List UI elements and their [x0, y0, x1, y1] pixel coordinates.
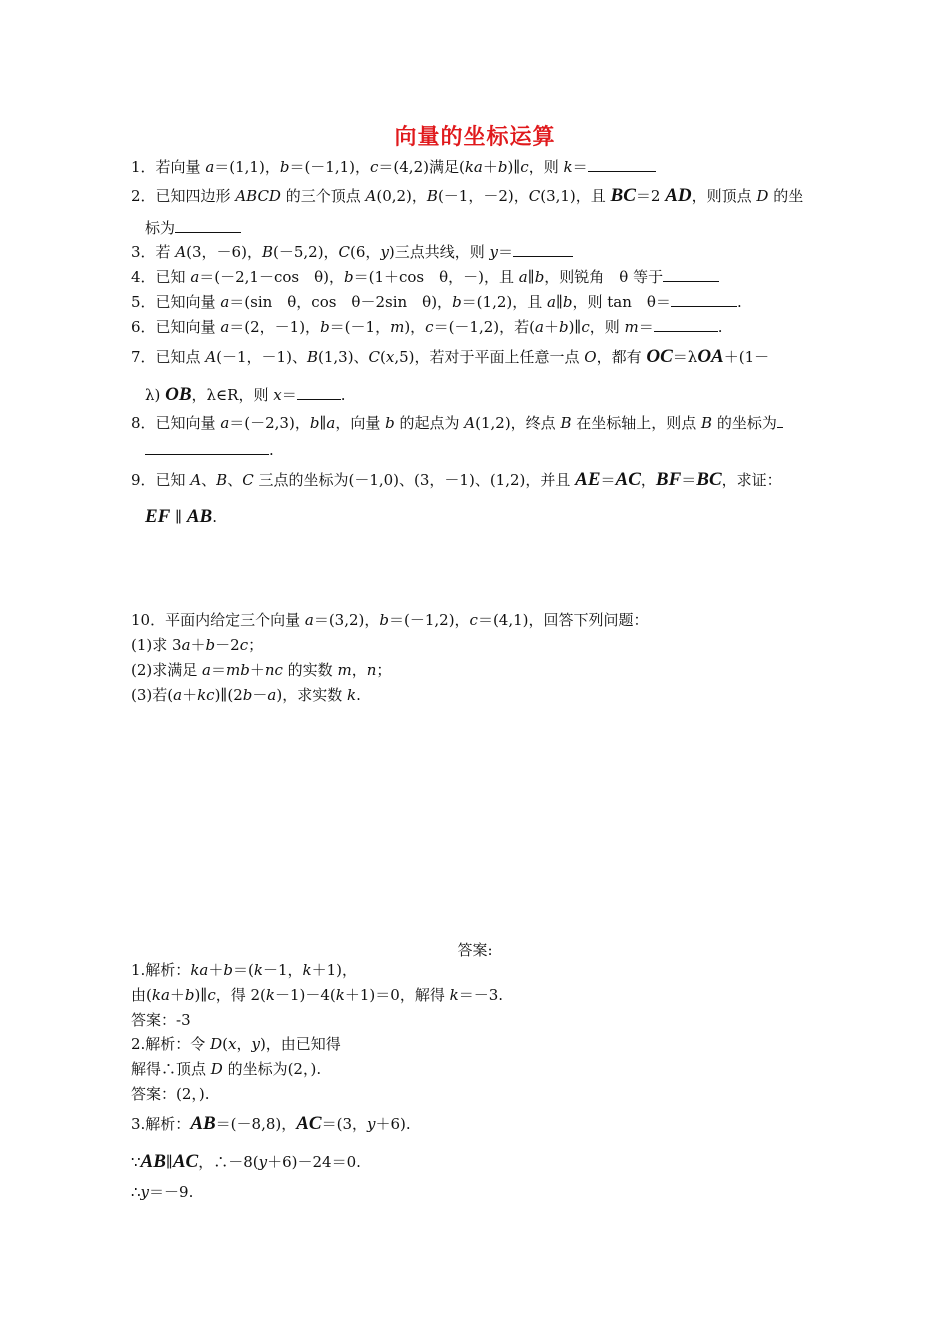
question-10-part-2	[131, 660, 391, 680]
vector: OB	[165, 384, 192, 405]
text: (2)求满足	[131, 661, 203, 679]
var: A	[365, 187, 377, 205]
var: C	[368, 348, 381, 366]
answer-blank	[145, 440, 269, 455]
vector: AC	[172, 1151, 199, 1172]
text: 标为	[145, 219, 176, 237]
text: ＋(1－	[723, 348, 770, 366]
text: 2．已知四边形	[131, 187, 236, 205]
text: ＝	[600, 471, 616, 489]
vector: AC	[615, 469, 641, 490]
answer-blank	[513, 242, 573, 257]
text: 的实数	[282, 661, 338, 679]
var: ka	[190, 961, 209, 979]
text: 9．已知	[131, 471, 191, 489]
var: k	[449, 986, 459, 1004]
var: b	[205, 636, 216, 654]
text: ∥	[527, 268, 535, 286]
question-5	[131, 292, 742, 312]
var: b	[562, 293, 573, 311]
text: 2.解析：令	[131, 1035, 211, 1053]
var: b	[279, 158, 290, 176]
var: B	[261, 243, 273, 261]
var: b	[309, 414, 320, 432]
text: ，	[351, 661, 367, 679]
text: ＝λ	[672, 348, 698, 366]
text: (	[380, 348, 386, 366]
var: B	[560, 414, 572, 432]
question-8	[131, 413, 783, 433]
text: (－1，－2)，	[437, 187, 529, 205]
text: )，	[404, 318, 426, 336]
vector: OA	[697, 346, 724, 367]
text: .	[212, 508, 217, 526]
text: 3．若	[131, 243, 176, 261]
question-3	[131, 242, 573, 262]
answer-1-line-3: 答案：-3	[131, 1011, 191, 1029]
var: O	[584, 348, 597, 366]
var: B	[701, 414, 713, 432]
var: a	[181, 636, 191, 654]
var: y	[367, 1115, 376, 1133]
var: a	[518, 268, 528, 286]
vector: AD	[665, 185, 692, 206]
text: ＋	[482, 158, 498, 176]
text: ，求证：	[721, 471, 782, 489]
text: －1，	[262, 961, 303, 979]
text: 三点的坐标为(－1,0)、(3，－1)、(1,2)，并且	[253, 471, 576, 489]
text: ＋6).	[375, 1115, 411, 1133]
vector: AB	[186, 506, 213, 527]
text: ＝(3，	[321, 1115, 367, 1133]
answer-2-line-2	[131, 1059, 321, 1079]
text: (1)求 3	[131, 636, 182, 654]
text: ，	[236, 1035, 252, 1053]
var: m	[337, 661, 352, 679]
text: ＋	[169, 986, 185, 1004]
text: 由(	[131, 986, 152, 1004]
var: b	[320, 318, 330, 336]
question-8-cont	[145, 440, 274, 460]
var: ka	[464, 158, 483, 176]
var: a	[547, 293, 556, 311]
var: ABCD	[235, 187, 281, 205]
text: .	[356, 686, 361, 704]
text: ＋6)－24＝0.	[267, 1153, 361, 1171]
var: a	[267, 686, 277, 704]
text: ，则	[528, 158, 564, 176]
question-7	[131, 347, 769, 367]
var: x	[273, 386, 282, 404]
var: c	[207, 986, 216, 1004]
text: )∥(2	[214, 686, 243, 704]
text: (3，－6)，	[186, 243, 262, 261]
var: k	[265, 986, 275, 1004]
text: .	[340, 386, 346, 404]
vector: BF	[655, 469, 682, 490]
text: ＋	[208, 961, 224, 979]
text: －2	[215, 636, 240, 654]
var: k	[253, 961, 263, 979]
var: y	[258, 1153, 268, 1171]
text: ＝	[638, 318, 654, 336]
var: y	[140, 1183, 150, 1201]
var: m	[390, 318, 405, 336]
var: a	[326, 414, 336, 432]
text: ＋	[190, 636, 206, 654]
var: C	[528, 187, 541, 205]
var: c	[520, 158, 529, 176]
question-2-cont	[145, 218, 241, 238]
text: ＝(2，－1)，	[229, 318, 321, 336]
text: (－5,2)，	[272, 243, 339, 261]
text: ＝(－2,1－cos θ)，	[199, 268, 344, 286]
var: a	[205, 158, 215, 176]
text: 7．已知点	[131, 348, 206, 366]
var: k	[346, 686, 357, 704]
question-9	[131, 470, 782, 490]
text: )∥	[568, 318, 582, 336]
var: b	[385, 414, 395, 432]
answer-2-line-1	[131, 1034, 341, 1054]
var: mb	[226, 661, 250, 679]
text: ＋1)＝0，解得	[344, 986, 450, 1004]
vector: OC	[646, 346, 673, 367]
var: b	[223, 961, 233, 979]
text: ＝(4,2)满足(	[378, 158, 465, 176]
var: C	[242, 471, 254, 489]
text: ＝	[572, 158, 588, 176]
var: x	[227, 1035, 237, 1053]
text: )∥	[194, 986, 208, 1004]
question-10-part-3	[131, 685, 361, 705]
var: x	[385, 348, 395, 366]
text: ＋	[182, 686, 198, 704]
var: b	[242, 686, 253, 704]
text: ；	[376, 661, 392, 679]
worksheet-title: 向量的坐标运算	[394, 125, 556, 150]
text: 的起点为	[394, 414, 465, 432]
text: ，则	[589, 318, 625, 336]
var: k	[302, 961, 312, 979]
text: ，都有	[596, 348, 647, 366]
vector: BC	[696, 469, 722, 490]
text: ，则锐角 θ 等于	[544, 268, 664, 286]
text: ∵	[131, 1153, 141, 1171]
var: a	[202, 661, 211, 679]
text: ＝(sin θ，cos θ－2sin θ)，	[229, 293, 453, 311]
vector: EF	[145, 506, 171, 527]
text: ，则顶点	[691, 187, 757, 205]
text: ＝(1,2)，且	[461, 293, 547, 311]
text: ；	[248, 636, 264, 654]
var: D	[210, 1060, 223, 1078]
text: ＝(	[232, 961, 254, 979]
answer-1-line-1	[131, 960, 357, 980]
var: D	[210, 1035, 223, 1053]
text: ＝(－1,1)，	[289, 158, 370, 176]
answer-blank	[654, 317, 718, 332]
text: ＝	[498, 243, 514, 261]
text: ∥	[555, 293, 563, 311]
answer-2-line-3: 答案：(2，).	[131, 1085, 210, 1103]
text: 的坐标为	[712, 414, 777, 432]
vector: BC	[610, 185, 636, 206]
question-1	[131, 157, 656, 177]
answer-3-line-3	[131, 1182, 193, 1202]
question-9-cont	[145, 507, 217, 527]
text: 4．已知	[131, 268, 191, 286]
text: ＝	[681, 471, 697, 489]
answer-blank	[777, 413, 783, 428]
answer-blank	[671, 292, 737, 307]
var: C	[338, 243, 351, 261]
answers-heading: 答案:	[457, 941, 493, 959]
var: b	[452, 293, 462, 311]
text: 在坐标轴上，则点	[571, 414, 702, 432]
text: (3,1)，且	[540, 187, 611, 205]
text: ＝	[281, 386, 297, 404]
text: ∴	[131, 1183, 141, 1201]
text: λ)	[145, 386, 161, 404]
text: ＝(－2,3)，	[229, 414, 310, 432]
vector: AC	[296, 1113, 322, 1134]
var: b	[497, 158, 508, 176]
text: 、	[227, 471, 243, 489]
text: ，λ∈R，则	[191, 386, 274, 404]
answer-blank	[297, 385, 341, 400]
var: n	[366, 661, 377, 679]
var: c	[370, 158, 379, 176]
text: )，求实数	[276, 686, 347, 704]
answer-blank	[588, 157, 656, 172]
text: －	[252, 686, 268, 704]
text: 的三个顶点	[280, 187, 366, 205]
text: ，	[640, 471, 656, 489]
var: c	[581, 318, 590, 336]
var: A	[175, 243, 187, 261]
var: a	[173, 686, 183, 704]
text: (1,2)，终点	[475, 414, 561, 432]
var: a	[535, 318, 544, 336]
answer-3-line-1	[131, 1114, 411, 1134]
vector: AB	[190, 1113, 216, 1134]
var: a	[220, 293, 230, 311]
text: 的坐	[768, 187, 804, 205]
text: 、	[201, 471, 217, 489]
text: －1)－4(	[274, 986, 336, 1004]
vector: AE	[575, 469, 601, 490]
text: (3)若(	[131, 686, 174, 704]
var: b	[184, 986, 195, 1004]
answer-blank	[663, 267, 719, 282]
text: (6，	[350, 243, 381, 261]
question-10-part-1	[131, 635, 263, 655]
text: ，则 tan θ＝	[572, 293, 671, 311]
answer-3-line-2	[131, 1152, 361, 1172]
var: D	[756, 187, 769, 205]
text: ＝(－1,2)，若(	[433, 318, 535, 336]
var: B	[306, 348, 318, 366]
text: 1.解析：	[131, 961, 191, 979]
text: ,5)，若对于平面上任意一点	[394, 348, 585, 366]
text: 5．已知向量	[131, 293, 221, 311]
var: b	[344, 268, 354, 286]
vector: AB	[140, 1151, 166, 1172]
var: b	[558, 318, 569, 336]
text: 1．若向量	[131, 158, 206, 176]
text: ∥	[175, 508, 183, 526]
text: (－1，－1)、	[216, 348, 307, 366]
text: 解得∴顶点	[131, 1060, 211, 1078]
text: .	[717, 318, 723, 336]
text: 6．已知向量	[131, 318, 221, 336]
var: y	[380, 243, 389, 261]
text: (	[222, 1035, 228, 1053]
var: A	[464, 414, 476, 432]
var: a	[304, 611, 314, 629]
var: c	[239, 636, 249, 654]
text: ＝－9.	[149, 1183, 194, 1201]
text: ∥	[319, 414, 327, 432]
var: B	[216, 471, 228, 489]
text: .	[736, 293, 742, 311]
text: ＝(－1，	[329, 318, 391, 336]
text: (1,3)、	[317, 348, 369, 366]
text: 的坐标为(2，).	[222, 1060, 322, 1078]
text: (0,2)，	[376, 187, 427, 205]
text: )三点共线，则	[388, 243, 490, 261]
text: ，向量	[335, 414, 386, 432]
text: ＝(4,1)，回答下列问题：	[477, 611, 649, 629]
text: ，∴－8(	[198, 1153, 259, 1171]
text: 3.解析：	[131, 1115, 191, 1133]
text: ＝	[210, 661, 226, 679]
text: ＝－3.	[458, 986, 503, 1004]
text: ＝(1＋cos θ，－)，且	[353, 268, 519, 286]
text: )∥	[507, 158, 521, 176]
answer-1-line-2	[131, 985, 503, 1005]
var: k	[335, 986, 345, 1004]
var: c	[469, 611, 478, 629]
var: A	[190, 471, 202, 489]
text: .	[269, 441, 274, 459]
text: ∥	[165, 1153, 173, 1171]
question-6	[131, 317, 723, 337]
var: ka	[151, 986, 170, 1004]
text: ＝(－8,8)，	[215, 1115, 297, 1133]
text: 10．平面内给定三个向量	[131, 611, 305, 629]
text: ＋	[249, 661, 265, 679]
question-4	[131, 267, 719, 287]
text: ＝(3,2)，	[313, 611, 380, 629]
var: b	[379, 611, 389, 629]
question-7-cont	[145, 385, 346, 405]
var: m	[624, 318, 639, 336]
text: 8．已知向量	[131, 414, 221, 432]
var: y	[489, 243, 499, 261]
question-10	[131, 610, 649, 630]
var: a	[220, 414, 230, 432]
text: ＋	[543, 318, 559, 336]
text: ，得 2(	[215, 986, 266, 1004]
var: c	[425, 318, 434, 336]
var: a	[220, 318, 230, 336]
var: y	[251, 1035, 260, 1053]
var: kc	[197, 686, 215, 704]
var: A	[205, 348, 217, 366]
text: ＝(－1,2)，	[388, 611, 470, 629]
question-2	[131, 186, 803, 206]
var: a	[190, 268, 200, 286]
text: ＋1)，	[311, 961, 357, 979]
text: ＝2	[635, 187, 666, 205]
answer-blank	[175, 218, 241, 233]
text: ＝(1,1)，	[214, 158, 280, 176]
var: b	[534, 268, 545, 286]
var: nc	[264, 661, 283, 679]
text: )，由已知得	[259, 1035, 341, 1053]
var: k	[563, 158, 573, 176]
var: B	[426, 187, 438, 205]
